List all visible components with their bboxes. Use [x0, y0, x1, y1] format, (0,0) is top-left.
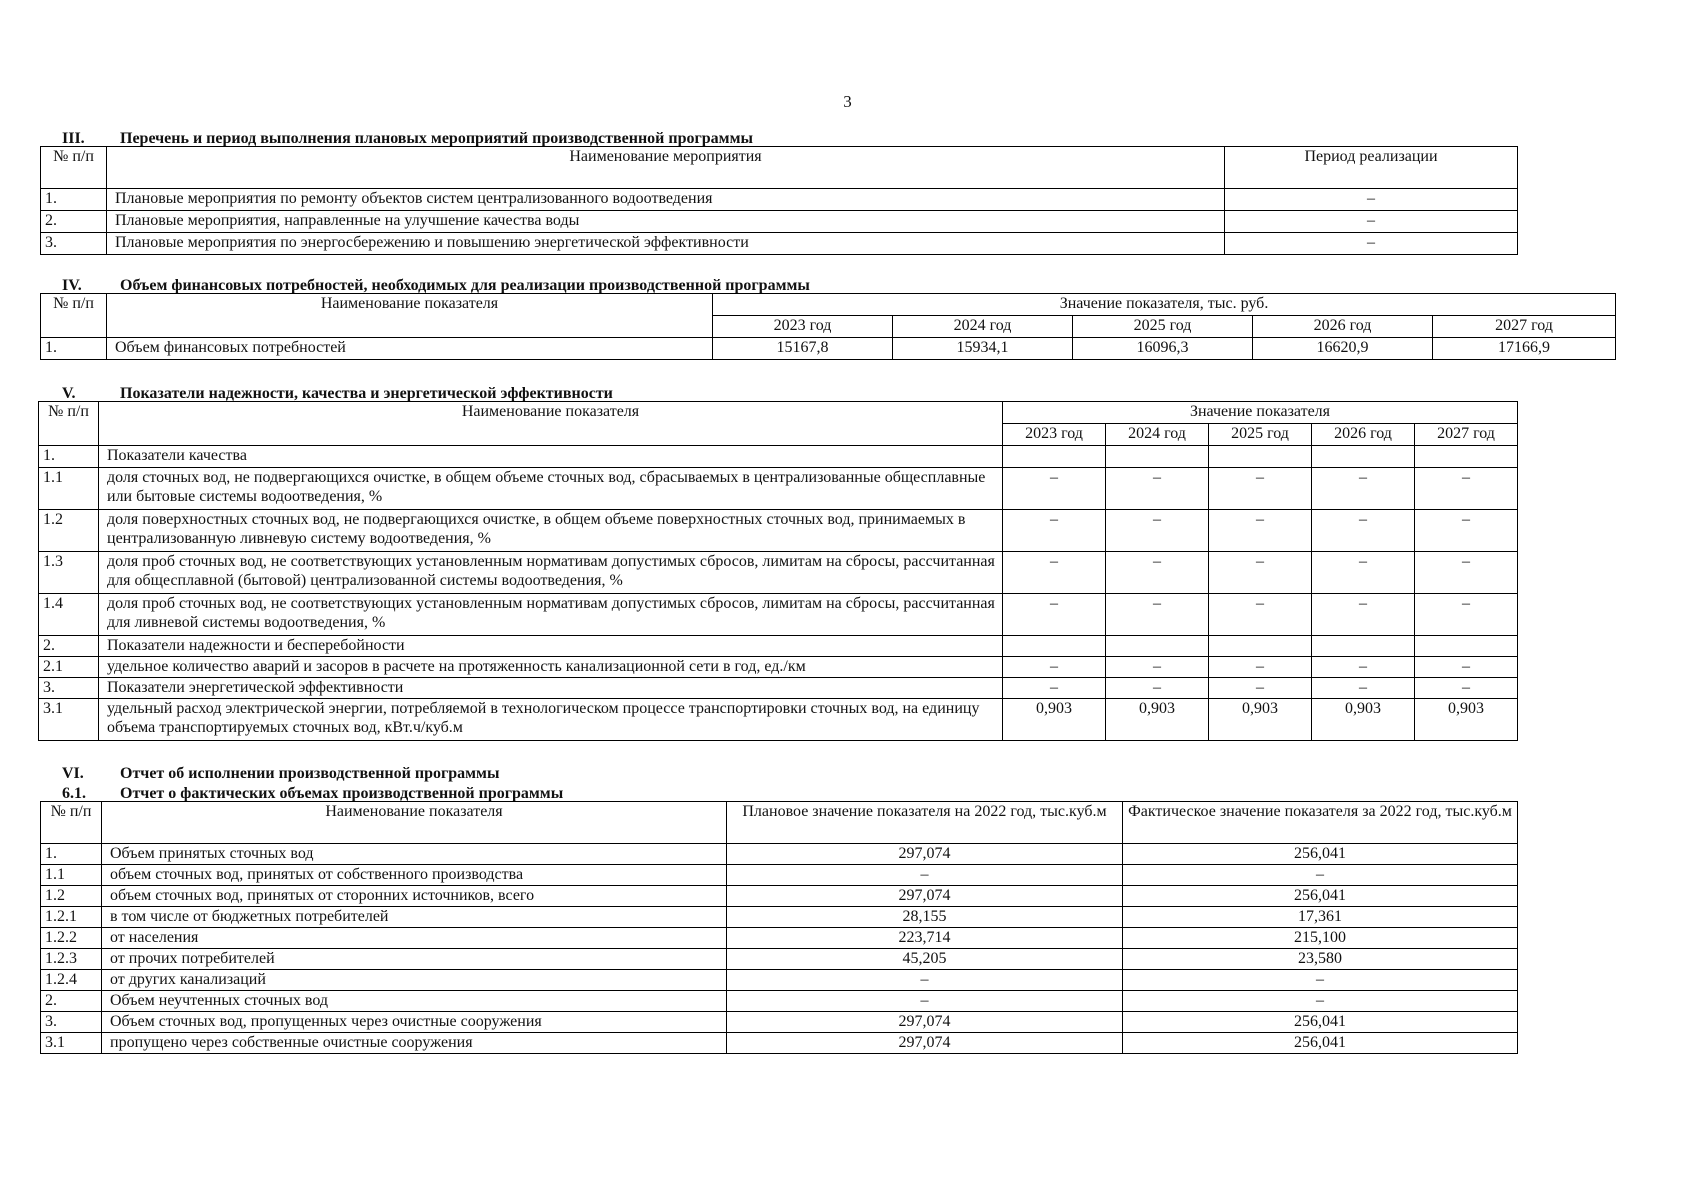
section-6-1-number: 6.1.	[62, 785, 86, 802]
header-year: 2025 год	[1073, 316, 1253, 338]
header-year: 2023 год	[1003, 424, 1106, 446]
header-no: № п/п	[41, 802, 102, 844]
section-3-number: III.	[62, 130, 85, 147]
table-row: 3. Плановые мероприятия по энергосбережению и повышению энергетической эффективности –	[41, 233, 1518, 255]
table-row: 1.2.3 от прочих потребителей 45,205 23,580	[41, 949, 1518, 970]
table-row: 3.1 удельный расход электрической энергии, потребляемой в технологическом процессе транспортировки сточных вод, на единицу объема транспортируемых сточных вод, кВт.ч/куб.м 0,903 0,903 0,903 0,903 0,903	[39, 699, 1518, 741]
table-row: 1.2.4 от других канализаций – –	[41, 970, 1518, 991]
table-row: 3. Показатели энергетической эффективности – – – – –	[39, 678, 1518, 699]
table-row: 3.1 пропущено через собственные очистные сооружения 297,074 256,041	[41, 1033, 1518, 1054]
section-6-heading	[62, 765, 499, 783]
table-row: 1.2.2 от населения 223,714 215,100	[41, 928, 1518, 949]
section-5-number: V.	[62, 385, 76, 402]
header-indicator-value: Значение показателя, тыс. руб.	[713, 294, 1616, 316]
section-3-title: Перечень и период выполнения плановых мероприятий производственной программы	[120, 130, 753, 147]
header-year: 2024 год	[893, 316, 1073, 338]
table-row: 1. Плановые мероприятия по ремонту объектов систем централизованного водоотведения –	[41, 189, 1518, 211]
table-row: 1.1 доля сточных вод, не подвергающихся очистке, в общем объеме сточных вод, сбрасываемых в централизованные общесплавные или бытовые системы водоотведения, % – – – – –	[39, 468, 1518, 510]
header-year: 2023 год	[713, 316, 893, 338]
table-row: 2. Объем неучтенных сточных вод – –	[41, 991, 1518, 1012]
section-6-title: Отчет об исполнении производственной программы	[120, 765, 500, 782]
table-row: 1.2 объем сточных вод, принятых от сторонних источников, всего 297,074 256,041	[41, 886, 1518, 907]
table-row: 1. Показатели качества	[39, 446, 1518, 468]
header-year: 2027 год	[1433, 316, 1616, 338]
page-number: 3	[843, 92, 852, 111]
section-6-1-title: Отчет о фактических объемах производственной программы	[120, 785, 564, 802]
header-indicator-value: Значение показателя	[1003, 402, 1518, 424]
section-4-number: IV.	[62, 277, 82, 294]
table-row: 1. Объем принятых сточных вод 297,074 256,041	[41, 844, 1518, 865]
table-actual-volumes	[40, 801, 1518, 1054]
table-row: 2. Показатели надежности и бесперебойности	[39, 636, 1518, 657]
header-no: № п/п	[41, 147, 107, 189]
table-row: 1.1 объем сточных вод, принятых от собственного производства – –	[41, 865, 1518, 886]
header-period: Период реализации	[1225, 147, 1518, 189]
section-4-title: Объем финансовых потребностей, необходимых для реализации производственной программы	[120, 277, 810, 294]
table-planned-measures	[40, 146, 1518, 255]
header-year: 2025 год	[1209, 424, 1312, 446]
header-year: 2024 год	[1106, 424, 1209, 446]
header-indicator-name: Наименование показателя	[102, 802, 727, 844]
table-row: 1.4 доля проб сточных вод, не соответствующих установленным нормативам допустимых сбросов, лимитам на сбросы, рассчитанная для ливневой системы водоотведения, % – – – – –	[39, 594, 1518, 636]
table-row: 2. Плановые мероприятия, направленные на улучшение качества воды –	[41, 211, 1518, 233]
section-6-number: VI.	[62, 765, 84, 782]
table-row: 2.1 удельное количество аварий и засоров в расчете на протяженность канализационной сети в год, ед./км – – – – –	[39, 657, 1518, 678]
header-no: № п/п	[39, 402, 99, 446]
table-row: 3. Объем сточных вод, пропущенных через очистные сооружения 297,074 256,041	[41, 1012, 1518, 1033]
header-year: 2026 год	[1312, 424, 1415, 446]
header-year: 2026 год	[1253, 316, 1433, 338]
header-indicator-name: Наименование показателя	[107, 294, 713, 338]
section-5-title: Показатели надежности, качества и энергетической эффективности	[120, 385, 613, 402]
header-measure-name: Наименование мероприятия	[107, 147, 1225, 189]
header-fact-value: Фактическое значение показателя за 2022 год, тыс.куб.м	[1123, 802, 1518, 844]
table-reliability-indicators	[38, 401, 1518, 741]
header-indicator-name: Наименование показателя	[99, 402, 1003, 446]
table-row: 1.2 доля поверхностных сточных вод, не подвергающихся очистке, в общем объеме поверхностных сточных вод, принимаемых в централизованную ливневую систему водоотведения, % – – – – –	[39, 510, 1518, 552]
table-row: 1.3 доля проб сточных вод, не соответствующих установленным нормативам допустимых сбросов, лимитам на сбросы, рассчитанная для общесплавной (бытовой) централизованной системы водоотведения, % – – – – –	[39, 552, 1518, 594]
table-financial-needs	[40, 293, 1616, 360]
table-row: 1.2.1 в том числе от бюджетных потребителей 28,155 17,361	[41, 907, 1518, 928]
header-no: № п/п	[41, 294, 107, 338]
header-plan-value: Плановое значение показателя на 2022 год, тыс.куб.м	[727, 802, 1123, 844]
table-row: 1. Объем финансовых потребностей 15167,8 15934,1 16096,3 16620,9 17166,9	[41, 338, 1616, 360]
header-year: 2027 год	[1415, 424, 1518, 446]
